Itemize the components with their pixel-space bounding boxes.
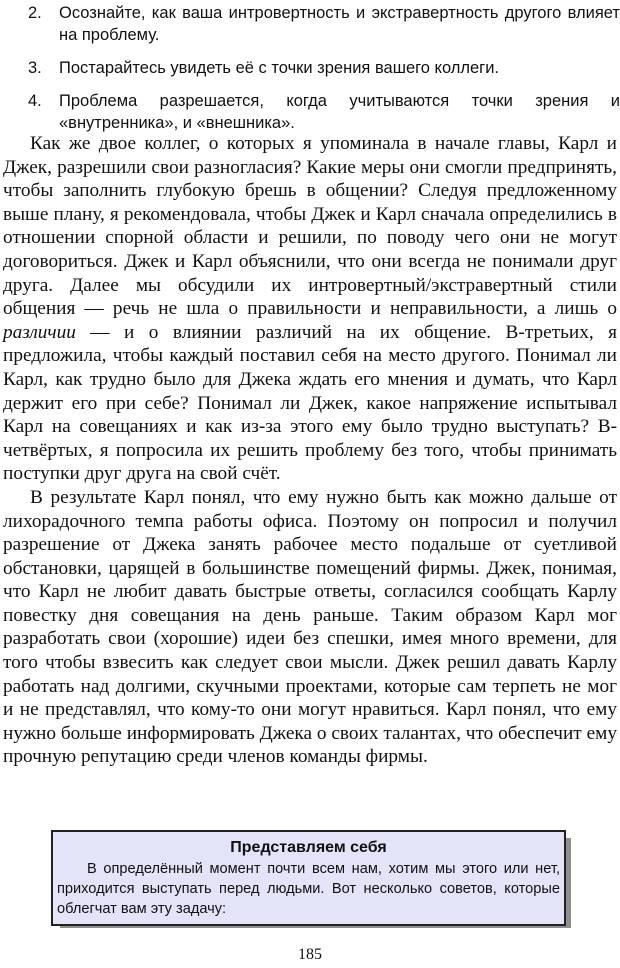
callout-box (51, 830, 566, 926)
list-item-text: Постарайтесь увидеть её с точки зрения вашего коллеги. (59, 59, 500, 77)
list-item (28, 2, 620, 46)
list-item (28, 90, 620, 134)
list-item-number: 3. (28, 59, 42, 77)
numbered-list (28, 2, 620, 145)
list-item-text: Проблема разрешается, когда учитываются точки зрения и «внутренника», и «внешника». (59, 92, 620, 132)
paragraph-text: — и о влиянии различий на их общение. В-третьих, я предложила, чтобы каждый поставил себя на место другого. Понимал ли Карл, как трудно было для Джека ждать его мнения и думать, что Карл держит его при себе? Понимал ли Джек, какое напряжение испытывал Карл на совещаниях и как из-за этого ему было трудно выступать? В-четвёртых, я попросила их решить проблему без того, чтобы принимать поступки друг друга на свой счёт. (3, 321, 617, 485)
list-item-number: 4. (28, 92, 42, 110)
main-text (3, 132, 617, 769)
paragraph-text: Как же двое коллег, о которых я упоминала в начале главы, Карл и Джек, разрешили свои разногласия? Какие меры они смогли предпринять, чтобы заполнить глубокую брешь в общении? Следуя предложенному выше плану, я рекомендовала, чтобы Джек и Карл сначала определились в отношении спорной области и решили, по поводу чего они не могут договориться. Джек и Карл объяснили, что они всегда не понимали друг друга. Далее мы обсудили их интровертный/экстравертный стили общения — речь не шла о правильности и неправильности, а лишь о (3, 133, 617, 320)
callout-title: Представляем себя (230, 839, 387, 856)
italic-term: различии (3, 321, 76, 343)
list-item (28, 57, 620, 79)
page-number: 185 (298, 946, 322, 963)
list-item-text: Осознайте, как ваша интровертность и экстравертность другого влияет на проблему. (59, 4, 620, 44)
list-item-number: 2. (28, 4, 42, 22)
paragraph (3, 132, 617, 486)
callout-text: В определённый момент почти всем нам, хотим мы этого или нет, приходится выступать перед людьми. Вот несколько советов, которые облегчат вам эту задачу: (57, 861, 560, 917)
paragraph: В результате Карл понял, что ему нужно быть как можно дальше от лихорадочного темпа работы офиса. Поэтому он попросил и получил разрешение от Джека занять рабочее место подальше от суетливой обстановки, царящей в большинстве помещений фирмы. Джек, понимая, что Карл не любит давать быстрые ответы, согласился сообщать Карлу повестку дня совещания на день раньше. Таким образом Карл мог разработать свои (хорошие) идеи без спешки, имея много времени, для того чтобы взвесить как следует свои мысли. Джек решил давать Карлу работать над долгими, скучными проектами, которые сам терпеть не мог и не представлял, что кому-то они могут нравиться. Карл понял, что ему нужно больше информировать Джека о своих талантах, что обеспечит ему прочную репутацию среди членов команды фирмы. (3, 486, 617, 768)
